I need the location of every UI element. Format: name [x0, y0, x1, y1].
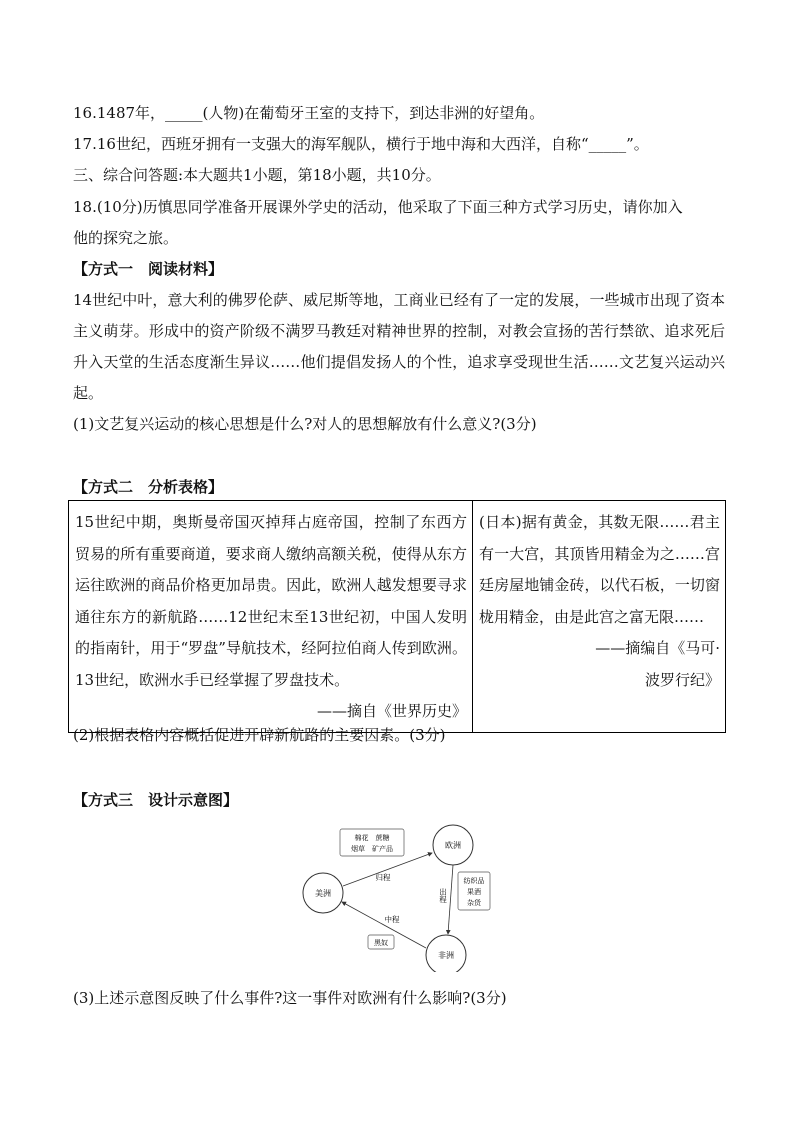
americas-goods-line-1: 棉花 蔗糖 — [354, 834, 390, 842]
question-18-line-1: 18.(10分)历慎思同学准备开展课外学史的活动，他采取了下面三种方式学习历史，请你加入 — [73, 198, 683, 216]
return-leg-label: 归程 — [375, 873, 391, 882]
world-history-text: 15世纪中期，奥斯曼帝国灭掉拜占庭帝国，控制了东西方贸易的所有重要商道，要求商人缴纳高额关税，使得从东方运往欧洲的商品价格更加昂贵。因此，欧洲人越发想要寻求通往东方的新航路……12世纪末至13世纪初，中国人发明的指南针，用于“罗盘”导航技术，经阿拉伯商人传到欧洲。13世纪，欧洲水手已经掌握了罗盘技术。 — [75, 513, 467, 689]
outbound-leg-label: 出程 — [438, 888, 448, 903]
outbound-leg-arrow — [448, 865, 453, 934]
world-history-citation: ——摘自《世界历史》 — [316, 702, 467, 720]
europe-goods-line-1: 纺织品 — [463, 877, 485, 885]
marco-polo-citation-2: 波罗行纪》 — [644, 670, 720, 689]
question-18-line-2: 他的探究之旅。 — [73, 229, 179, 247]
marco-polo-citation-1: ——摘编自《马可· — [595, 639, 720, 657]
europe-goods-line-2: 果酒 — [467, 888, 481, 896]
node-africa-label: 非洲 — [438, 951, 454, 960]
question-16: 16.1487年，_____(人物)在葡萄牙王室的支持下，到达非洲的好望角。 — [73, 104, 545, 122]
source-table — [68, 500, 726, 733]
marco-polo-text: (日本)据有黄金，其数无限……君主有一大宫，其顶皆用精金为之……宫廷房屋地铺金砖，以代石板，一切窗栊用精金，由是此宫之富无限…… — [479, 513, 720, 626]
slaves-label: 黑奴 — [374, 939, 388, 947]
method-1-heading: 【方式一 阅读材料】 — [73, 260, 224, 278]
section-3-heading: 三、综合问答题:本大题共1小题，第18小题，共10分。 — [73, 166, 441, 184]
source-cell-marco-polo — [473, 501, 726, 733]
sub-question-1: (1)文艺复兴运动的核心思想是什么?对人的思想解放有什么意义?(3分) — [73, 415, 537, 433]
method-1-material: 14世纪中叶，意大利的佛罗伦萨、威尼斯等地，工商业已经有了一定的发展，一些城市出现了资本主义萌芽。形成中的资产阶级不满罗马教廷对精神世界的控制，对教会宣扬的苦行禁欲、追求死后升入天堂的生活态度渐生异议……他们提倡发扬人的个性，追求享受现世生活……文艺复兴运动兴起。 — [73, 291, 725, 402]
node-europe-label: 欧洲 — [445, 841, 461, 850]
source-cell-world-history — [69, 501, 473, 733]
europe-goods-line-3: 杂货 — [467, 899, 481, 907]
middle-leg-label: 中程 — [384, 915, 400, 924]
method-2-heading: 【方式二 分析表格】 — [73, 478, 224, 496]
americas-goods-line-2: 烟草 矿产品 — [351, 845, 393, 853]
question-17: 17.16世纪，西班牙拥有一支强大的海军舰队，横行于地中海和大西洋，自称“_____”。 — [73, 135, 649, 153]
sub-question-3: (3)上述示意图反映了什么事件?这一事件对欧洲有什么影响?(3分) — [73, 989, 507, 1007]
sub-question-2: (2)根据表格内容概括促进开辟新航路的主要因素。(3分) — [73, 726, 446, 744]
triangular-trade-diagram — [298, 822, 498, 972]
node-america-label: 美洲 — [315, 889, 331, 898]
method-3-heading: 【方式三 设计示意图】 — [73, 791, 239, 809]
